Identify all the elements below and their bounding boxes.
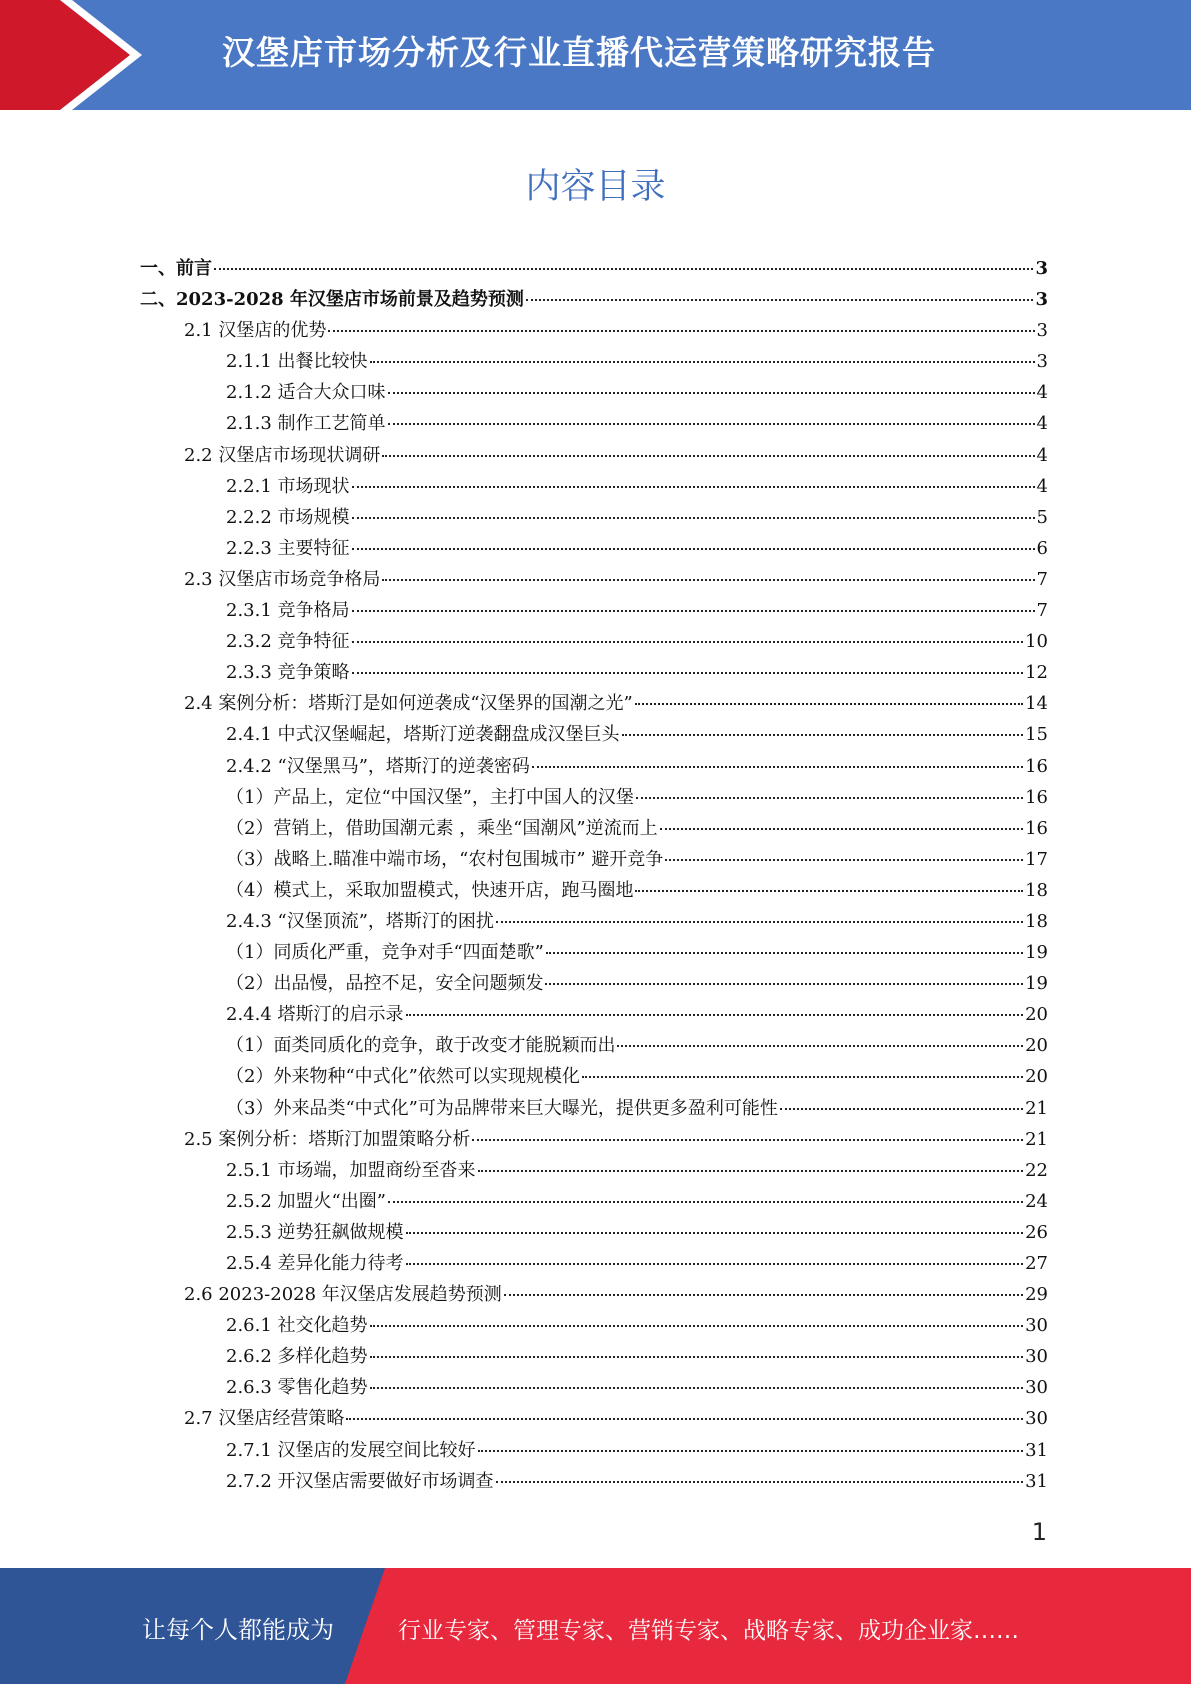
toc-entry-label: （1）同质化严重，竞争对手“四面楚歌” xyxy=(226,942,544,964)
toc-dot-leader xyxy=(370,1356,1024,1358)
toc-entry[interactable] xyxy=(140,1249,1048,1280)
toc-entry[interactable] xyxy=(140,1062,1048,1093)
toc-entry-page: 30 xyxy=(1025,1346,1048,1368)
toc-entry-page: 30 xyxy=(1025,1408,1048,1430)
toc-entry-page: 3 xyxy=(1036,351,1048,373)
toc-entry-page: 18 xyxy=(1025,910,1048,932)
toc-dot-leader xyxy=(636,797,1023,799)
toc-entry-label: 2.1.2 适合大众口味 xyxy=(226,382,386,404)
toc-entry-page: 15 xyxy=(1025,724,1048,746)
toc-entry-label: 一、前言 xyxy=(140,258,212,279)
toc-dot-leader xyxy=(370,361,1035,363)
toc-entry-page: 3 xyxy=(1036,320,1048,342)
toc-heading: 内容目录 xyxy=(525,167,666,207)
toc-entry[interactable] xyxy=(140,1373,1048,1404)
toc-dot-leader xyxy=(352,486,1035,488)
toc-entry-page: 31 xyxy=(1025,1439,1048,1461)
toc-entry-label: 2.2.2 市场规模 xyxy=(226,506,350,528)
toc-entry-label: 2.1.3 制作工艺简单 xyxy=(226,413,386,435)
toc-dot-leader xyxy=(504,1294,1023,1296)
toc-dot-leader xyxy=(478,1450,1024,1452)
toc-entry-label: 2.7.1 汉堡店的发展空间比较好 xyxy=(226,1439,476,1461)
toc-dot-leader xyxy=(496,921,1023,923)
toc-entry-label: （2）营销上，借助国潮元素 ，乘坐“国潮风”逆流而上 xyxy=(226,817,658,839)
header-chevron-icon xyxy=(0,0,160,110)
toc-entry[interactable] xyxy=(140,814,1048,845)
toc-entry[interactable] xyxy=(140,1342,1048,1373)
toc-entry-label: 2.5.1 市场端，加盟商纷至沓来 xyxy=(226,1159,476,1181)
toc-entry-page: 26 xyxy=(1025,1221,1048,1243)
toc-dot-leader xyxy=(328,330,1034,332)
toc-entry-label: 2.4.4 塔斯汀的启示录 xyxy=(226,1004,404,1026)
toc-entry-page: 31 xyxy=(1025,1470,1048,1492)
toc-dot-leader xyxy=(388,1201,1023,1203)
toc-entry[interactable] xyxy=(140,876,1048,907)
toc-dot-leader xyxy=(352,548,1035,550)
toc-entry-page: 18 xyxy=(1025,879,1048,901)
toc-entry[interactable] xyxy=(140,845,1048,876)
toc-dot-leader xyxy=(352,672,1024,674)
toc-entry-label: （1）面类同质化的竞争，敢于改变才能脱颖而出 xyxy=(226,1035,616,1057)
toc-dot-leader xyxy=(478,1170,1024,1172)
toc-entry-label: （3）外来品类“中式化”可为品牌带来巨大曝光，提供更多盈利可能性 xyxy=(226,1097,778,1119)
toc-entry-label: （4）模式上，采取加盟模式，快速开店，跑马圈地 xyxy=(226,879,634,901)
toc-entry[interactable] xyxy=(140,1280,1048,1311)
toc-entry-page: 3 xyxy=(1035,258,1048,279)
toc-entry-page: 7 xyxy=(1036,568,1048,590)
toc-entry-page: 3 xyxy=(1035,289,1048,311)
toc-entry-page: 14 xyxy=(1025,693,1048,715)
toc-entry[interactable] xyxy=(140,1311,1048,1342)
toc-entry-label: 2.2.3 主要特征 xyxy=(226,537,350,559)
toc-dot-leader xyxy=(382,455,1034,457)
toc-entry-page: 20 xyxy=(1025,1066,1048,1088)
toc-entry[interactable] xyxy=(140,1218,1048,1249)
page-footer xyxy=(0,1568,1191,1684)
footer-slogan-left: 让每个人都能成为 xyxy=(142,1616,334,1644)
toc-entry-label: 2.5 案例分析：塔斯汀加盟策略分析 xyxy=(184,1128,471,1150)
toc-entry-page: 21 xyxy=(1025,1097,1048,1119)
toc-entry-page: 4 xyxy=(1036,475,1048,497)
toc-entry-label: （3）战略上.瞄准中端市场，“农村包围城市” 避开竞争 xyxy=(226,848,664,870)
toc-dot-leader xyxy=(352,610,1035,612)
toc-entry[interactable] xyxy=(140,689,1048,720)
toc-entry-label: （2）出品慢，品控不足，安全问题频发 xyxy=(226,973,544,995)
toc-entry-label: 2.7.2 开汉堡店需要做好市场调查 xyxy=(226,1470,494,1492)
toc-entry[interactable] xyxy=(140,1031,1048,1062)
toc-entry[interactable] xyxy=(140,1187,1048,1218)
toc-entry[interactable] xyxy=(140,627,1048,658)
toc-entry-label: 2.3 汉堡店市场竞争格局 xyxy=(184,568,381,590)
toc-dot-leader xyxy=(388,423,1035,425)
toc-dot-leader xyxy=(582,1076,1023,1078)
toc-entry-label: 2.3.1 竞争格局 xyxy=(226,600,350,622)
toc-entry-page: 30 xyxy=(1025,1377,1048,1399)
toc-entry-page: 20 xyxy=(1025,1004,1048,1026)
page-header xyxy=(0,0,1191,110)
toc-dot-leader xyxy=(406,1014,1024,1016)
toc-entry[interactable] xyxy=(140,720,1048,751)
toc-entry-label: 2.3.2 竞争特征 xyxy=(226,631,350,653)
toc-dot-leader xyxy=(635,890,1023,892)
toc-entry[interactable] xyxy=(140,783,1048,814)
toc-entry-page: 4 xyxy=(1036,444,1048,466)
toc-dot-leader xyxy=(370,1387,1024,1389)
toc-dot-leader xyxy=(352,641,1024,643)
toc-entry-page: 12 xyxy=(1025,662,1048,684)
toc-entry[interactable] xyxy=(140,441,1048,472)
toc-entry-label: 2.1 汉堡店的优势 xyxy=(184,320,327,342)
toc-dot-leader xyxy=(660,828,1024,830)
toc-dot-leader xyxy=(665,859,1023,861)
toc-entry[interactable] xyxy=(140,969,1048,1000)
toc-dot-leader xyxy=(635,703,1023,705)
toc-entry[interactable] xyxy=(140,907,1048,938)
toc-dot-leader xyxy=(532,766,1023,768)
toc-entry-page: 16 xyxy=(1025,817,1048,839)
toc-entry-label: 2.1.1 出餐比较快 xyxy=(226,351,368,373)
toc-dot-leader xyxy=(496,1481,1024,1483)
page-number: 1 xyxy=(1031,1518,1047,1546)
toc-entry-page: 16 xyxy=(1025,755,1048,777)
toc-entry[interactable] xyxy=(140,1404,1048,1435)
toc-dot-leader xyxy=(545,983,1023,985)
footer-slogan-right: 行业专家、管理专家、营销专家、战略专家、成功企业家…… xyxy=(398,1618,1019,1644)
toc-entry[interactable] xyxy=(140,565,1048,596)
toc-entry-page: 4 xyxy=(1036,413,1048,435)
toc-entry-page: 29 xyxy=(1025,1284,1048,1306)
toc-entry[interactable] xyxy=(140,503,1048,534)
toc-entry-page: 10 xyxy=(1025,631,1048,653)
toc-dot-leader xyxy=(472,1139,1023,1141)
toc-entry-label: 2.6.3 零售化趋势 xyxy=(226,1377,368,1399)
toc-entry-page: 19 xyxy=(1025,942,1048,964)
toc-entry[interactable] xyxy=(140,534,1048,565)
toc-entry-page: 20 xyxy=(1025,1035,1048,1057)
toc-entry[interactable] xyxy=(140,1467,1048,1498)
toc-entry-label: 2.7 汉堡店经营策略 xyxy=(184,1408,345,1430)
toc-entry[interactable] xyxy=(140,1000,1048,1031)
toc-entry-label: 2.6 2023-2028 年汉堡店发展趋势预测 xyxy=(184,1284,502,1306)
toc-entry-label: （2）外来物种“中式化”依然可以实现规模化 xyxy=(226,1066,580,1088)
toc-dot-leader xyxy=(526,299,1034,301)
toc-entry-page: 6 xyxy=(1036,537,1048,559)
toc-dot-leader xyxy=(346,1418,1023,1420)
toc-dot-leader xyxy=(780,1108,1023,1110)
toc-dot-leader xyxy=(382,579,1034,581)
toc-entry-label: 2.4.3 “汉堡顶流”，塔斯汀的困扰 xyxy=(226,910,494,932)
toc-entry[interactable] xyxy=(140,1125,1048,1156)
toc-entry[interactable] xyxy=(140,378,1048,409)
toc-entry-label: 2.5.3 逆势狂飙做规模 xyxy=(226,1221,404,1243)
toc-entry-page: 5 xyxy=(1036,506,1048,528)
table-of-contents xyxy=(140,254,1048,1498)
toc-dot-leader xyxy=(406,1232,1024,1234)
toc-entry[interactable] xyxy=(140,409,1048,440)
toc-entry[interactable] xyxy=(140,472,1048,503)
toc-entry[interactable] xyxy=(140,752,1048,783)
toc-entry[interactable] xyxy=(140,285,1048,316)
toc-entry-label: 二、2023-2028 年汉堡店市场前景及趋势预测 xyxy=(140,289,524,311)
toc-entry-page: 30 xyxy=(1025,1315,1048,1337)
toc-entry-label: 2.6.2 多样化趋势 xyxy=(226,1346,368,1368)
toc-dot-leader xyxy=(370,1325,1024,1327)
toc-dot-leader xyxy=(617,1045,1023,1047)
toc-dot-leader xyxy=(622,734,1024,736)
toc-entry[interactable] xyxy=(140,938,1048,969)
toc-entry-page: 24 xyxy=(1025,1190,1048,1212)
toc-entry-label: 2.4.2 “汉堡黑马”，塔斯汀的逆袭密码 xyxy=(226,755,530,777)
toc-entry[interactable] xyxy=(140,658,1048,689)
toc-entry-page: 22 xyxy=(1025,1159,1048,1181)
toc-entry[interactable] xyxy=(140,254,1048,285)
toc-dot-leader xyxy=(352,517,1035,519)
toc-entry-page: 16 xyxy=(1025,786,1048,808)
toc-entry-page: 17 xyxy=(1025,848,1048,870)
toc-entry-label: （1）产品上，定位“中国汉堡”，主打中国人的汉堡 xyxy=(226,786,634,808)
toc-entry-label: 2.2 汉堡店市场现状调研 xyxy=(184,444,381,466)
toc-entry-label: 2.2.1 市场现状 xyxy=(226,475,350,497)
toc-entry-page: 4 xyxy=(1036,382,1048,404)
report-title: 汉堡店市场分析及行业直播代运营策略研究报告 xyxy=(222,33,936,72)
toc-dot-leader xyxy=(388,392,1035,394)
toc-entry-page: 19 xyxy=(1025,973,1048,995)
toc-entry-label: 2.6.1 社交化趋势 xyxy=(226,1315,368,1337)
toc-dot-leader xyxy=(546,952,1023,954)
toc-entry[interactable] xyxy=(140,347,1048,378)
toc-entry-label: 2.5.4 差异化能力待考 xyxy=(226,1253,404,1274)
toc-entry[interactable] xyxy=(140,1156,1048,1187)
toc-entry[interactable] xyxy=(140,1436,1048,1467)
toc-entry-page: 21 xyxy=(1025,1128,1048,1150)
toc-entry[interactable] xyxy=(140,1094,1048,1125)
toc-entry-label: 2.4.1 中式汉堡崛起，塔斯汀逆袭翻盘成汉堡巨头 xyxy=(226,724,620,746)
toc-entry-page: 7 xyxy=(1036,600,1048,622)
toc-entry[interactable] xyxy=(140,316,1048,347)
toc-entry-page: 27 xyxy=(1025,1253,1048,1274)
toc-entry-label: 2.5.2 加盟火“出圈” xyxy=(226,1190,386,1212)
toc-entry-label: 2.3.3 竞争策略 xyxy=(226,662,350,684)
toc-dot-leader xyxy=(406,1263,1024,1265)
toc-dot-leader xyxy=(214,268,1033,270)
toc-entry[interactable] xyxy=(140,596,1048,627)
toc-entry-label: 2.4 案例分析：塔斯汀是如何逆袭成“汉堡界的国潮之光” xyxy=(184,693,633,715)
